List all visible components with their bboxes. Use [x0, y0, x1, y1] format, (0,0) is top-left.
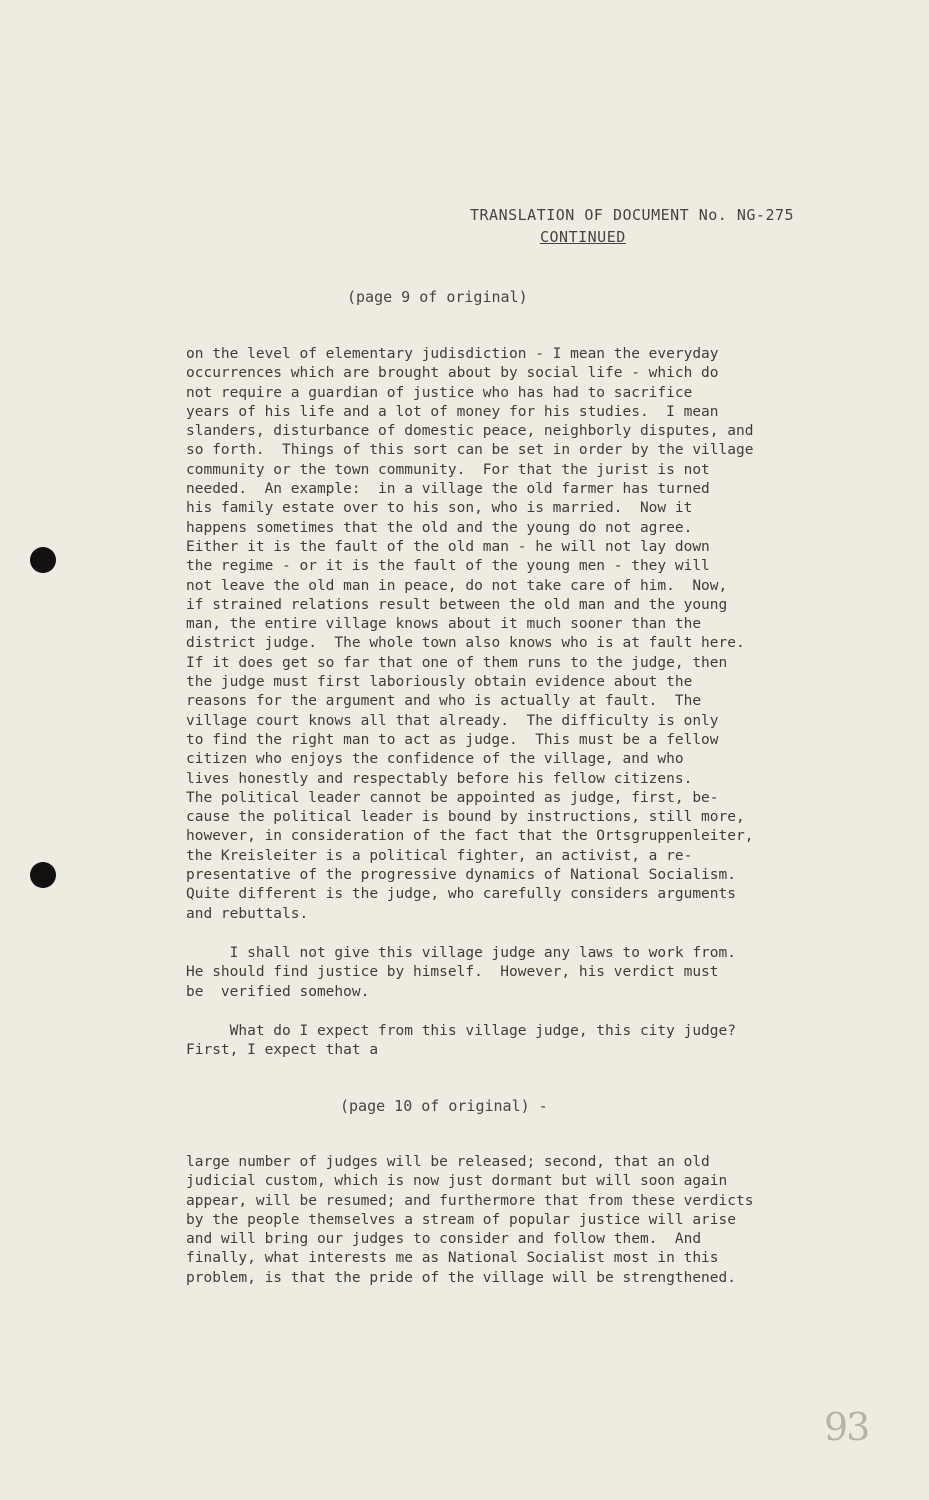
body-paragraph-2: I shall not give this village judge any laws to work from. He should find justice by himself. However, his verdict must be verified somehow. [186, 945, 736, 1000]
body-paragraph-3: What do I expect from this village judge, this city judge? First, I expect that a [186, 1023, 736, 1059]
original-page-marker-10: (page 10 of original) - [340, 1097, 548, 1115]
punch-hole-bottom [30, 862, 56, 888]
body-paragraph-4: large number of judges will be released; second, that an old judicial custom, which is now just dormant but will soon again appear, will be resumed; and furthermore that from these verdicts by the people themselves a stream of popular justice will arise and will bring our judges to consider and follow them. And finally, what interests me as National Socialist most in this problem, is that the pride of the village will be strengthened. [186, 1154, 754, 1286]
continued-label: CONTINUED [540, 228, 626, 246]
original-page-marker-9: (page 9 of original) [347, 288, 528, 306]
body-paragraph-1: on the level of elementary judisdiction - I mean the everyday occurrences which are brought about by social life - which do not require a guardian of justice who has had to sacrifice years of his life and a lot of money for his studies. I mean slanders, disturbance of domestic peace, neighborly disputes, and so forth. Things of this sort can be set in order by the village community or the town community. For that the jurist is not needed. An example: in a village the old farmer has turned his family estate over to his son, who is married. Now it happens sometimes that the old and the young do not agree. Either it is the fault of the old man - he will not lay down the regime - or it is the fault of the young men - they will not leave the old man in peace, do not take care of him. Now, if strained relations result between the old man and the young man, the entire village knows about it much sooner than the district judge. The whole town also knows who is at fault here. If it does get so far that one of them runs to the judge, then the judge must first laboriously obtain evidence about the reasons for the argument and who is actually at fault. The village court knows all that already. The difficulty is only to find the right man to act as judge. This must be a fellow citizen who enjoys the confidence of the village, and who lives honestly and respectably before his fellow citizens. The political leader cannot be appointed as judge, first, be- cause the political leader is bound by instructions, still more, however, in consideration of the fact that the Ortsgruppenleiter, the Kreisleiter is a political fighter, an activist, a re- presentative of the progressive dynamics of National Socialism. Quite different is the judge, who carefully considers arguments and rebuttals. [186, 346, 754, 922]
handwritten-page-number: 93 [824, 1405, 869, 1449]
punch-hole-top [30, 547, 56, 573]
document-header [470, 206, 794, 246]
translation-title: TRANSLATION OF DOCUMENT No. NG-275 [470, 206, 795, 224]
